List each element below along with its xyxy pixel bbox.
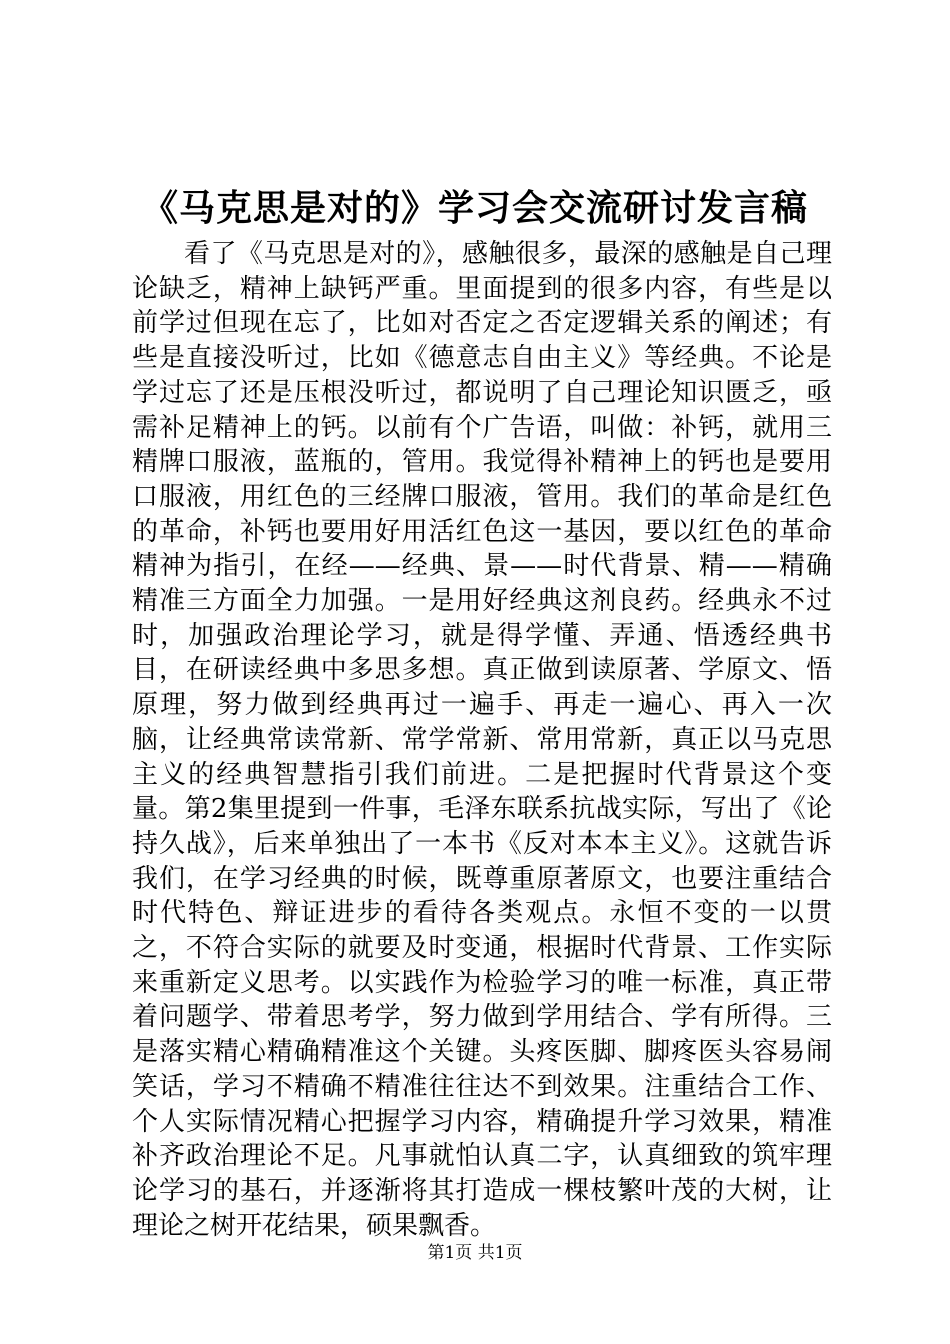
page-footer: 第1页 共1页 [427, 1243, 523, 1263]
document-title: 《马克思是对的》学习会交流研讨发言稿 [141, 187, 808, 229]
document-body: 看了《马克思是对的》，感触很多，最深的感触是自己理论缺乏，精神上缺钙严重。里面提到的很多内容，有些是以前学过但现在忘了，比如对否定之否定逻辑关系的阐述；有些是直接没听过，比如《德意志自由主义》等经典。不论是学过忘了还是压根没听过，都说明了自己理论知识匮乏，亟需补足精神上的钙。以前有个广告语，叫做：补钙，就用三精牌口服液，蓝瓶的，管用。我觉得补精神上的钙也是要用口服液，用红色的三经牌口服液，管用。我们的革命是红色的革命，补钙也要用好用活红色这一基因，要以红色的革命精神为指引，在经——经典、景——时代背景、精——精确精准三方面全力加强。一是用好经典这剂良药。经典永不过时，加强政治理论学习，就是得学懂、弄通、悟透经典书目，在研读经典中多思多想。真正做到读原著、学原文、悟原理，努力做到经典再过一遍手、再走一遍心、再入一次脑，让经典常读常新、常学常新、常用常新，真正以马克思主义的经典智慧指引我们前进。二是把握时代背景这个变量。第2集里提到一件事，毛泽东联系抗战实际，写出了《论持久战》，后来单独出了一本书《反对本本主义》。这就告诉我们，在学习经典的时候，既尊重原著原文，也要注重结合时代特色、辩证进步的看待各类观点。永恒不变的一以贯之，不符合实际的就要及时变通，根据时代背景、工作实际来重新定义思考。以实践作为检验学习的唯一标准，真正带着问题学、带着思考学，努力做到学用结合、学有所得。三是落实精心精确精准这个关键。头疼医脚、脚疼医头容易闹笑话，学习不精确不精准往往达不到效果。注重结合工作、个人实际情况精心把握学习内容，精确提升学习效果，精准补齐政治理论不足。凡事就怕认真二字，认真细致的筑牢理论学习的基石，并逐渐将其打造成一棵枝繁叶茂的大树，让理论之树开花结果，硕果飘香。 [132, 239, 832, 1241]
